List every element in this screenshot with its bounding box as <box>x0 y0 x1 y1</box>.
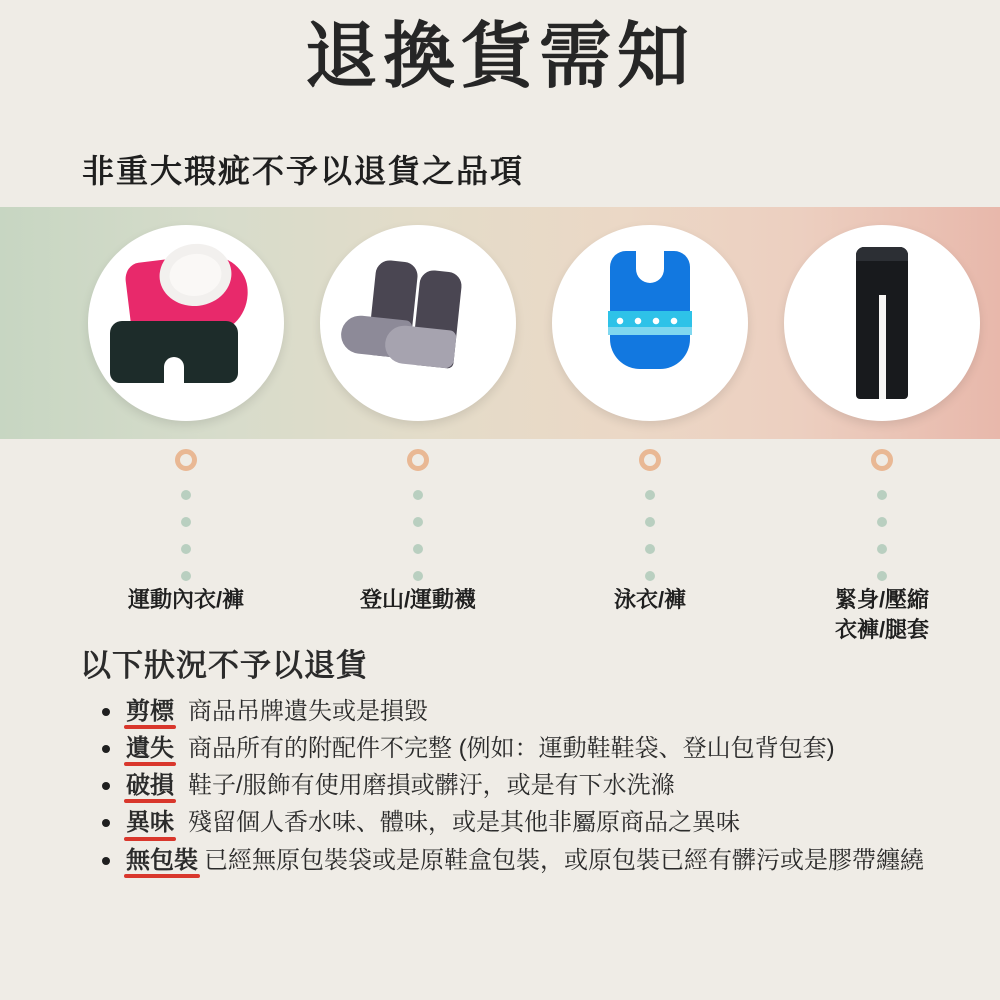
list-item <box>98 845 982 877</box>
product-band <box>0 207 1000 439</box>
bullet-icon <box>102 857 110 865</box>
list-item <box>98 807 982 839</box>
list-item-keyword: 剪標 <box>126 696 174 728</box>
list-item-keyword: 異味 <box>126 807 174 839</box>
product-image-swimsuit <box>552 225 748 421</box>
leggings-icon <box>856 247 908 399</box>
bullet-icon <box>102 819 110 827</box>
product-caption-leggings-line2: 衣褲/腿套 <box>834 616 930 642</box>
product-caption-sports-bra: 運動內衣/褲 <box>127 587 245 612</box>
non-returnable-conditions-list <box>98 696 982 882</box>
connector-ring-3 <box>639 449 661 471</box>
product-caption-leggings <box>767 585 997 644</box>
product-image-leggings <box>784 225 980 421</box>
page-title: 退換貨需知 <box>304 17 695 97</box>
list-item-text: 已經無原包裝袋或是原鞋盒包裝，或原包裝已經有髒污或是膠帶纏繞 <box>204 846 924 874</box>
bullet-icon <box>102 782 110 790</box>
connector-dots-2 <box>413 490 423 598</box>
connector-ring-1 <box>175 449 197 471</box>
list-item <box>98 770 982 802</box>
page-subtitle: 非重大瑕疵不予以退貨之品項 <box>82 153 525 189</box>
list-item-text: 殘留個人香水味、體味，或是其他非屬原商品之異味 <box>188 809 740 837</box>
product-caption-leggings-line1: 緊身/壓縮 <box>834 587 930 612</box>
sports-shorts-icon <box>110 321 238 383</box>
sock-icon <box>411 269 463 369</box>
list-item-keyword: 遺失 <box>126 733 174 765</box>
product-caption-swimsuit: 泳衣/褲 <box>613 587 687 612</box>
list-item-text: 鞋子/服飾有使用磨損或髒汙，或是有下水洗滌 <box>188 772 675 800</box>
product-image-socks <box>320 225 516 421</box>
list-item-keyword: 破損 <box>126 770 174 802</box>
bullet-icon <box>102 745 110 753</box>
list-item-text: 商品所有的附配件不完整 (例如：運動鞋鞋袋、登山包背包套) <box>188 735 835 763</box>
section-title: 以下狀況不予以退貨 <box>80 648 368 683</box>
product-caption-socks: 登山/運動襪 <box>359 587 477 612</box>
connector-ring-4 <box>871 449 893 471</box>
leggings-waistband-icon <box>856 247 908 261</box>
list-item <box>98 733 982 765</box>
list-item-keyword: 無包裝 <box>126 845 198 877</box>
product-image-sports-bra <box>88 225 284 421</box>
connector-dots-1 <box>181 490 191 598</box>
list-item <box>98 696 982 728</box>
connector-dots-3 <box>645 490 655 598</box>
list-item-text: 商品吊牌遺失或是損毀 <box>188 698 428 725</box>
bullet-icon <box>102 708 110 716</box>
connector-ring-2 <box>407 449 429 471</box>
swimsuit-pattern-icon <box>614 315 686 327</box>
connector-dots-4 <box>877 490 887 598</box>
swimsuit-icon <box>610 251 690 369</box>
